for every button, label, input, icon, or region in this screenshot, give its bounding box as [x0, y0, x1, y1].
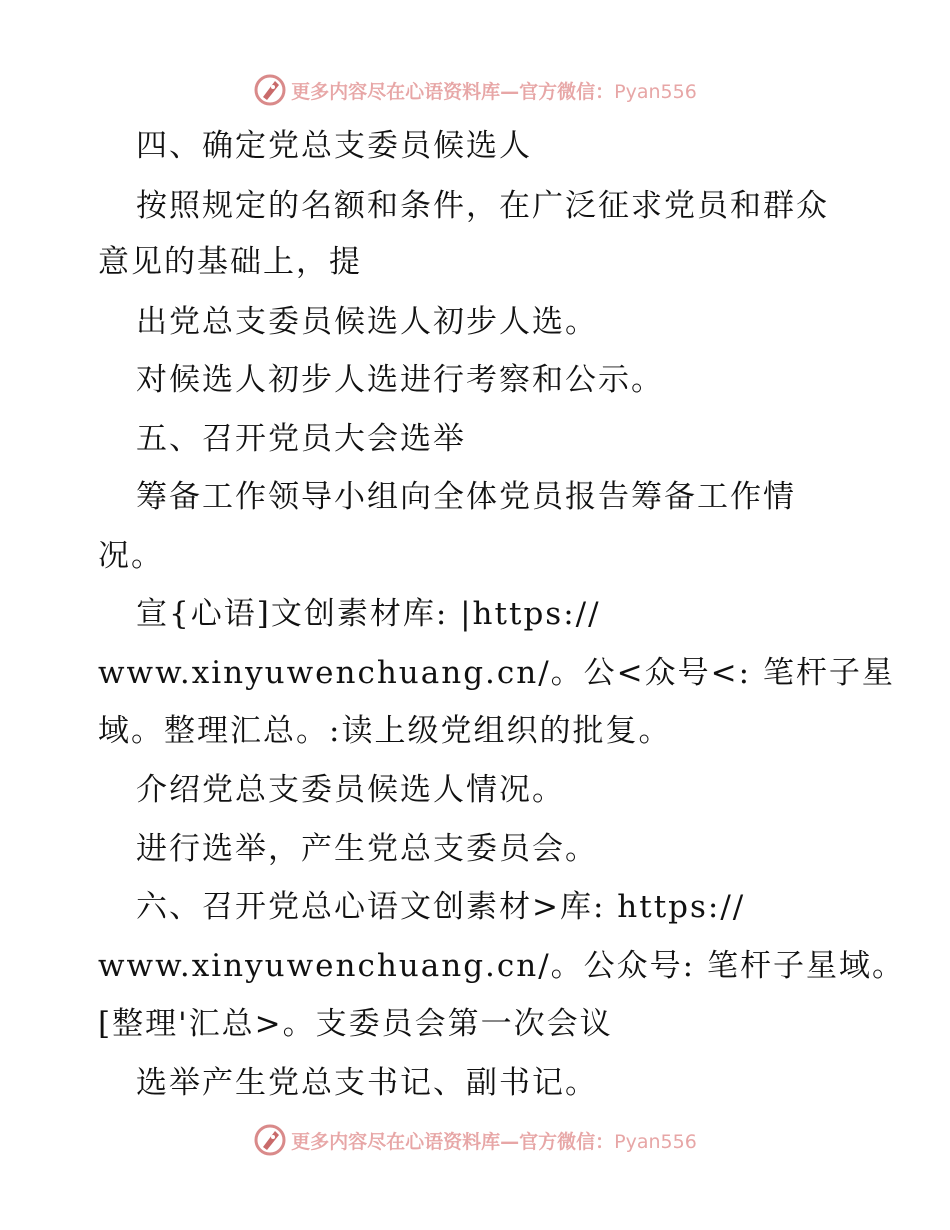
- paragraph-line: www.xinyuwenchuang.cn/。公<众号<: 笔杆子星: [98, 655, 895, 691]
- paragraph-line: 介绍党总支委员候选人情况。: [136, 772, 565, 808]
- footer-banner: [0, 1120, 950, 1160]
- paragraph-line: 意见的基础上，提: [98, 244, 362, 280]
- paragraph-line: 宣{心语]文创素材库: |https://: [136, 596, 601, 632]
- section-heading-6: 六、召开党总心语文创素材>库: https://: [136, 889, 746, 925]
- paragraph-line: www.xinyuwenchuang.cn/。公众号: 笔杆子星域。: [98, 948, 905, 984]
- section-heading-4: 四、确定党总支委员候选人: [136, 128, 532, 164]
- paragraph-line: 对候选人初步人选进行考察和公示。: [136, 362, 664, 398]
- paragraph-line: 进行选举，产生党总支委员会。: [136, 831, 598, 867]
- paragraph-line: [整理'汇总>。支委员会第一次会议: [98, 1006, 613, 1042]
- paragraph-line: 按照规定的名额和条件，在广泛征求党员和群众: [136, 188, 829, 224]
- banner-text: 更多内容尽在心语资料库—官方微信：Pyan556: [291, 80, 697, 103]
- paragraph-line: 况。: [98, 538, 164, 574]
- header-banner: [0, 70, 950, 110]
- banner-text: 更多内容尽在心语资料库—官方微信：Pyan556: [291, 1130, 697, 1153]
- section-heading-5: 五、召开党员大会选举: [136, 421, 466, 457]
- pen-nib-logo-icon: [253, 73, 287, 107]
- paragraph-line: 出党总支委员候选人初步人选。: [136, 304, 598, 340]
- paragraph-line: 筹备工作领导小组向全体党员报告筹备工作情: [136, 479, 796, 515]
- paragraph-line: 选举产生党总支书记、副书记。: [136, 1065, 598, 1101]
- pen-nib-logo-icon: [253, 1123, 287, 1157]
- paragraph-line: 域。整理汇总。:读上级党组织的批复。: [98, 713, 672, 749]
